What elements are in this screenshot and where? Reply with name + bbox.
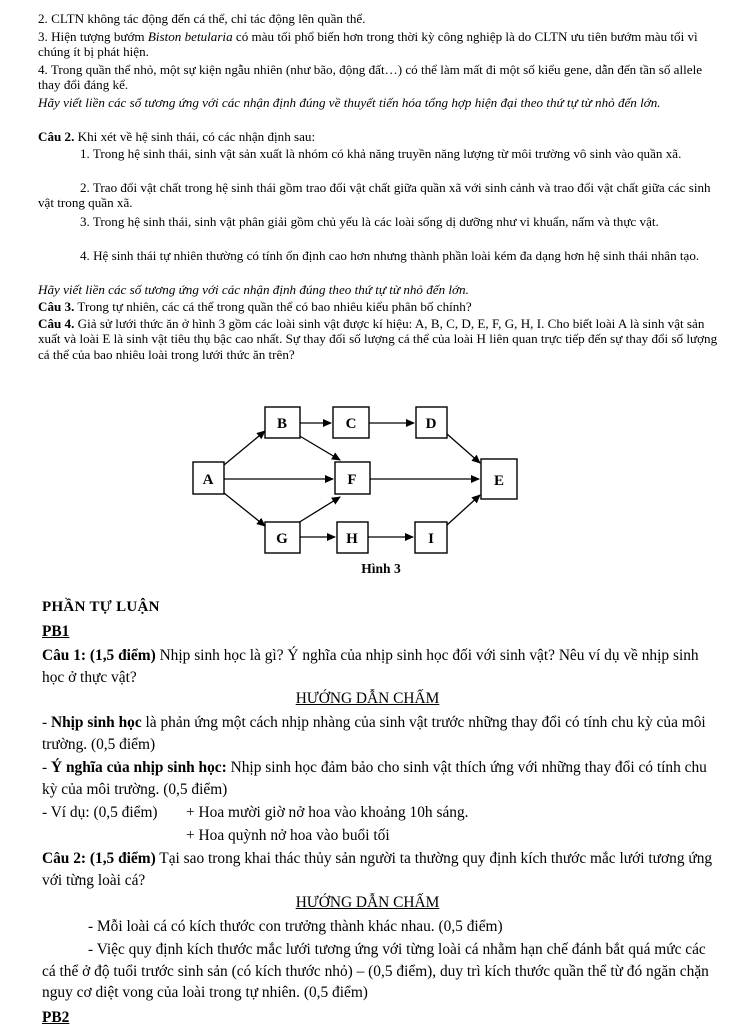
node-e-label: E <box>493 473 505 489</box>
edge-i-e <box>447 495 480 525</box>
statement-3-start: 3. Hiện tượng bướm <box>38 29 148 44</box>
question-2-text: Khi xét về hệ sinh thái, có các nhận định sau: <box>74 129 316 144</box>
statement-3 <box>38 29 722 60</box>
statement-4: 4. Trong quần thể nhỏ, một sự kiện ngẫu nhiên (như bão, động đất…) có thể làm mất đi một số kiểu gene, dẫn đến tần số allele thay đổi đáng kể. <box>38 62 703 93</box>
essay-question-2-label: Câu 2: (1,5 điểm) <box>42 850 156 867</box>
question-4 <box>38 316 722 362</box>
pb2-label: PB2 <box>42 1009 70 1026</box>
answer-1-term-2: Ý nghĩa của nhịp sinh học: <box>50 759 227 776</box>
q2-statement-3: 3. Trong hệ sinh thái, sinh vật phân giải gồm chủ yếu là các loài sống dị dưỡng như vi khuẩn, nấm và thực vật. <box>80 214 659 229</box>
answer-1-dash-2: - <box>42 759 51 776</box>
edge-g-f <box>298 497 340 523</box>
question-3 <box>38 299 722 314</box>
q2-statement-1: 1. Trong hệ sinh thái, sinh vật sản xuất là nhóm có khả năng truyền năng lượng từ môi trường vô sinh vào quần xã. <box>80 146 682 161</box>
section-heading: PHẦN TỰ LUẬN <box>42 599 160 615</box>
answer-1-line-2 <box>42 757 718 800</box>
answer-1-term-1: Nhịp sinh học <box>50 714 142 731</box>
node-d-label: D <box>425 416 437 432</box>
answer-1-dash-1: - <box>42 714 51 731</box>
question-2 <box>38 129 722 144</box>
edge-a-g <box>224 493 265 526</box>
question-3-text: Trong tự nhiên, các cá thể trong quần thể có bao nhiêu kiểu phân bố chính? <box>74 299 472 314</box>
essay-question-1 <box>42 645 718 688</box>
answer-1-line-1 <box>42 712 718 755</box>
essay-question-1-label: Câu 1: (1,5 điểm) <box>42 647 156 664</box>
node-g-label: G <box>276 531 288 547</box>
node-c-label: C <box>345 416 357 432</box>
essay-question-2 <box>42 848 718 891</box>
q2-statement-2: 2. Trao đổi vật chất trong hệ sinh thái gồm trao đổi vật chất giữa quần xã với sinh cảnh và trao đổi vật chất giữa các sinh vật trong quần xã. <box>38 180 711 211</box>
essay-question-1-text: Nhịp sinh học là gì? Ý nghĩa của nhịp sinh học đối với sinh vật? Nêu ví dụ về nhịp sinh học ở thực vật? <box>42 647 699 686</box>
node-f-label: F <box>347 472 357 488</box>
answer-1-example-2: + Hoa quỳnh nở hoa vào buổi tối <box>186 827 390 844</box>
instruction-1: Hãy viết liền các số tương ứng với các nhận định đúng về thuyết tiến hóa tổng hợp hiện đại theo thứ tự từ nhỏ đến lớn. <box>38 95 661 110</box>
edge-a-b <box>224 431 265 465</box>
node-b-label: B <box>276 416 288 432</box>
grading-guide-title-1: HƯỚNG DẪN CHẤM <box>295 690 440 707</box>
figure-caption: Hình 3 <box>361 561 401 576</box>
answer-1-example-label: - Ví dụ: (0,5 điểm) <box>42 804 158 821</box>
species-name: Biston betularia <box>147 29 233 44</box>
node-a-label: A <box>202 472 214 488</box>
grading-guide-title-2: HƯỚNG DẪN CHẤM <box>295 894 440 911</box>
q2-statement-4: 4. Hệ sinh thái tự nhiên thường có tính ổn định cao hơn nhưng thành phần loài kém đa dạng hơn hệ sinh thái nhân tạo. <box>80 248 700 263</box>
answer-1-text-2: Nhịp sinh học đảm bảo cho sinh vật thích ứng với những thay đổi có tính chu kỳ của môi trường. (0,5 điểm) <box>42 759 707 798</box>
question-4-label: Câu 4. <box>38 316 75 331</box>
question-3-label: Câu 3. <box>38 299 75 314</box>
pb1-label: PB1 <box>42 623 70 640</box>
node-h-label: H <box>346 531 358 547</box>
essay-question-2-text: Tại sao trong khai thác thủy sản người ta thường quy định kích thước mắc lưới tương ứng với từng loài cá? <box>42 850 713 889</box>
edge-b-f <box>298 435 340 460</box>
answer-1-text-1: là phản ứng một cách nhịp nhàng của sinh vật trước những thay đổi có tính chu kỳ của môi trường. (0,5 điểm) <box>42 714 706 753</box>
statement-3-end: có màu tối phổ biến hơn trong thời kỳ công nghiệp là do CLTN ưu tiên bướm màu tối vì chúng ít bị phát hiện. <box>38 29 698 60</box>
question-4-text: Giả sử lưới thức ăn ở hình 3 gồm các loài sinh vật được kí hiệu: A, B, C, D, E, F, G, H, I. Cho biết loài A là sinh vật sản xuất và loài E là sinh vật tiêu thụ bậc cao nhất. Sự thay đổi số lượng cá thể của loài H liên quan trực tiếp đến sự thay đổi số lượng cá thể của bao nhiêu loài trong lưới thức ăn trên? <box>38 316 718 362</box>
instruction-2: Hãy viết liền các số tương ứng với các nhận định đúng theo thứ tự từ nhỏ đến lớn. <box>38 282 469 297</box>
node-i-label: I <box>428 531 434 547</box>
edge-d-e <box>447 434 480 463</box>
statement-2: 2. CLTN không tác động đến cá thể, chỉ tác động lên quần thể. <box>38 11 366 26</box>
answer-2-line-2: - Việc quy định kích thước mắc lưới tương ứng với từng loài cá nhằm hạn chế đánh bắt quá mức các cá thể ở độ tuổi trước sinh sản (có kích thước nhỏ) – (0,5 điểm), duy trì kích thước quần thể từ đó ngăn chặn nguy cơ diệt vong của loài trong tự nhiên. (0,5 điểm) <box>42 941 709 1002</box>
question-2-label: Câu 2. <box>38 129 75 144</box>
answer-1-example-1: + Hoa mười giờ nở hoa vào khoảng 10h sáng. <box>186 804 469 821</box>
food-web-diagram <box>0 397 735 589</box>
answer-2-line-1: - Mỗi loài cá có kích thước con trưởng thành khác nhau. (0,5 điểm) <box>88 918 503 935</box>
